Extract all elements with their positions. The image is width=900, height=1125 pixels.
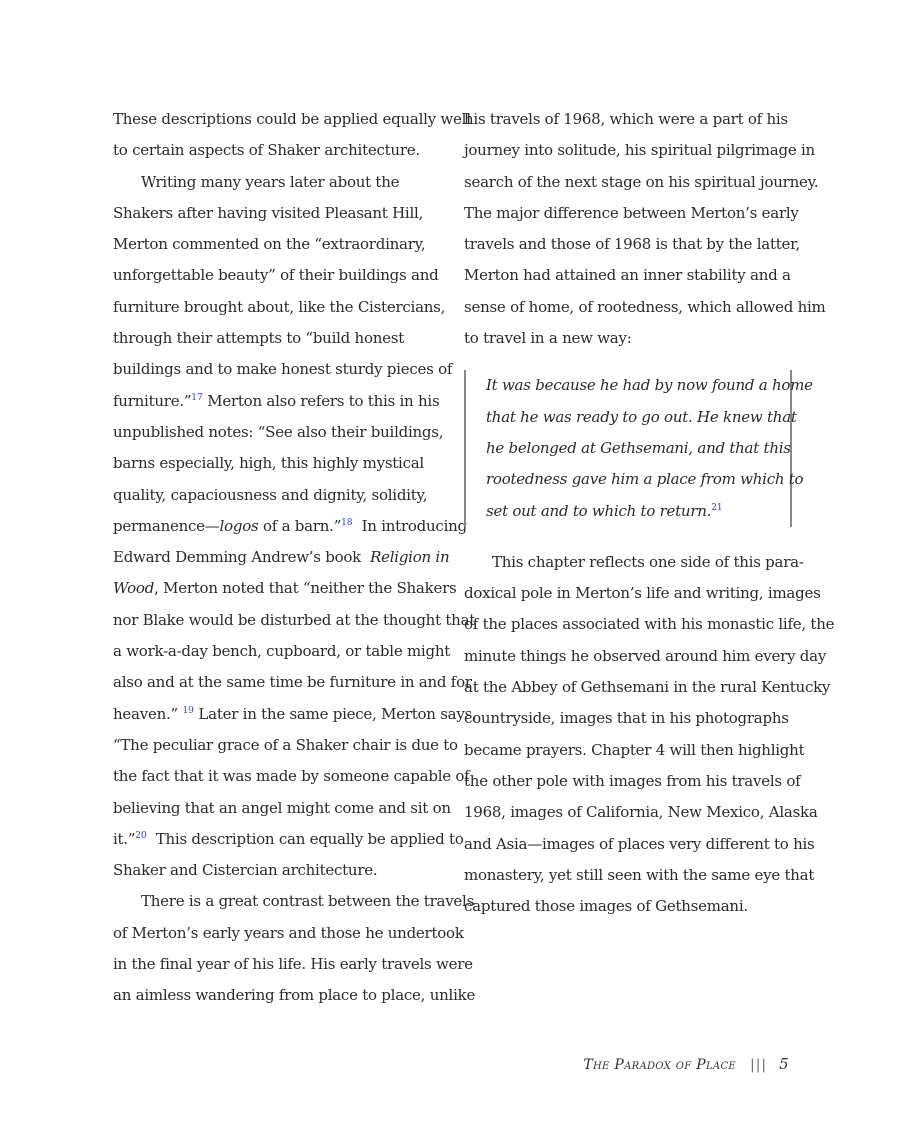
text-line: The major difference between Merton’s early: [464, 203, 799, 222]
text-line: his travels of 1968, which were a part of his: [464, 110, 788, 128]
text-line: monastery, yet still seen with the same eye that: [464, 865, 815, 884]
text-line: in the final year of his life. His early travels were: [113, 955, 473, 974]
footnote-ref-17[interactable]: 17: [191, 392, 203, 403]
italic-run: logos: [219, 516, 259, 535]
text-run: heaven.”: [113, 704, 183, 723]
text-run: Later in the same piece, Merton says,: [193, 704, 477, 723]
text-line: journey into solitude, his spiritual pilgrimage in: [464, 141, 815, 160]
text-line: the other pole with images from his travels of: [464, 771, 801, 790]
quote-line: [486, 496, 790, 527]
text-line: [113, 511, 467, 542]
footnote-ref-21[interactable]: 21: [711, 502, 723, 513]
text-line: Merton had attained an inner stability and a: [464, 266, 791, 285]
text-run: set out and to which to return.: [486, 501, 712, 520]
footnote-ref-19[interactable]: 19: [182, 705, 194, 716]
text-line: Writing many years later about the: [141, 172, 400, 191]
text-line: Merton commented on the “extraordinary,: [113, 235, 426, 254]
block-quote: [464, 370, 813, 526]
running-title: The Paradox of Place: [583, 1057, 736, 1073]
footer-separator: |||: [750, 1057, 768, 1073]
text-run: In introducing: [352, 516, 467, 535]
text-run: of a barn.”: [258, 516, 342, 535]
quote-line: It was because he had by now found a home: [486, 376, 813, 395]
text-line: [113, 542, 450, 573]
text-line: “The peculiar grace of a Shaker chair is due to: [113, 735, 458, 754]
text-line: Shaker and Cistercian architecture.: [113, 861, 378, 880]
text-line: a work-a-day bench, cupboard, or table might: [113, 642, 451, 661]
text-line: [113, 824, 464, 855]
paragraph: [464, 104, 826, 354]
text-line: captured those images of Gethsemani.: [464, 897, 748, 916]
text-line: nor Blake would be disturbed at the thought that: [113, 610, 476, 629]
italic-run: Religion in: [370, 548, 450, 567]
text-line: quality, capaciousness and dignity, solidity,: [113, 485, 428, 504]
text-line: [113, 573, 457, 604]
text-line: This chapter reflects one side of this para-: [492, 552, 804, 571]
footnote-ref-20[interactable]: 20: [135, 830, 147, 841]
text-line: through their attempts to “build honest: [113, 329, 405, 348]
paragraph: [464, 547, 835, 923]
text-line: buildings and to make honest sturdy pieces of: [113, 360, 453, 379]
text-line: countryside, images that in his photographs: [464, 709, 789, 728]
text-run: furniture.”: [113, 391, 192, 410]
footnote-ref-18[interactable]: 18: [341, 517, 353, 528]
text-line: unforgettable beauty” of their buildings and: [113, 266, 439, 285]
text-line: believing that an angel might come and sit on: [113, 798, 451, 817]
text-line: also and at the same time be furniture in and for: [113, 673, 472, 692]
text-line: [113, 386, 439, 417]
text-line: travels and those of 1968 is that by the latter,: [464, 235, 800, 254]
text-line: of Merton’s early years and those he undertook: [113, 923, 464, 942]
text-line: became prayers. Chapter 4 will then highlight: [464, 740, 805, 759]
text-line: These descriptions could be applied equally well: [113, 110, 471, 128]
text-line: to certain aspects of Shaker architecture.: [113, 141, 420, 160]
page-footer: [583, 1055, 789, 1073]
text-line: sense of home, of rootedness, which allowed him: [464, 297, 826, 316]
text-line: [113, 699, 477, 730]
paragraph: [113, 104, 471, 167]
text-line: the fact that it was made by someone capable of: [113, 767, 470, 786]
text-line: minute things he observed around him every day: [464, 646, 827, 665]
text-line: of the places associated with his monastic life, the: [464, 615, 835, 634]
right-column: [464, 104, 835, 922]
text-line: and Asia—images of places very different to his: [464, 834, 815, 853]
text-run: This description can equally be applied to: [146, 829, 464, 848]
page-number: 5: [779, 1055, 789, 1073]
italic-run: Wood: [113, 579, 155, 598]
text-line: to travel in a new way:: [464, 329, 632, 348]
text-line: an aimless wandering from place to place, unlike: [113, 986, 476, 1005]
text-run: Edward Demming Andrew’s book: [113, 548, 371, 567]
text-line: search of the next stage on his spiritual journey.: [464, 172, 819, 191]
left-column: [113, 104, 477, 1012]
text-line: 1968, images of California, New Mexico, Alaska: [464, 803, 818, 822]
quote-line: rootedness gave him a place from which to: [486, 470, 804, 489]
text-run: it.”: [113, 829, 136, 848]
text-line: barns especially, high, this highly mystical: [113, 454, 424, 473]
text-line: at the Abbey of Gethsemani in the rural Kentucky: [464, 678, 831, 697]
quote-line: he belonged at Gethsemani, and that this: [486, 438, 791, 457]
text-run: permanence—: [113, 516, 220, 535]
text-line: There is a great contrast between the travels: [141, 892, 475, 911]
text-line: doxical pole in Merton’s life and writing, images: [464, 584, 821, 603]
text-run: , Merton noted that “neither the Shakers: [154, 579, 457, 598]
text-run: Merton also refers to this in his: [202, 391, 440, 410]
paragraph: [113, 167, 477, 887]
quote-line: that he was ready to go out. He knew that: [486, 407, 797, 426]
text-line: furniture brought about, like the Cistercians,: [113, 297, 446, 316]
text-line: Shakers after having visited Pleasant Hill,: [113, 203, 424, 222]
text-line: unpublished notes: “See also their buildings,: [113, 422, 444, 441]
paragraph: [113, 886, 476, 1011]
